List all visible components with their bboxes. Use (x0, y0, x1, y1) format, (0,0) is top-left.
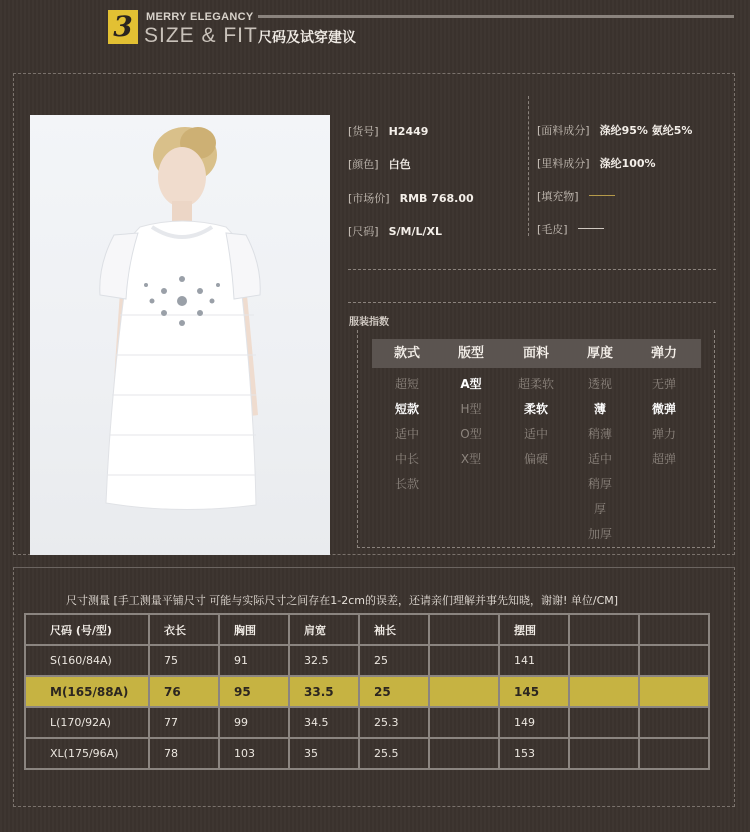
fit-option: 柔软 (523, 402, 548, 416)
product-photo (30, 115, 330, 555)
model-image (30, 115, 330, 555)
section-number-badge: 3 (108, 10, 138, 44)
size-cell: XL(175/96A) (25, 738, 149, 769)
fit-option: O型 (460, 427, 482, 441)
size-table-row (25, 676, 709, 707)
fit-option: 适中 (394, 427, 419, 441)
info-separator (348, 269, 716, 270)
fit-option: X型 (460, 452, 482, 466)
fit-header-style: 款式 (393, 346, 420, 361)
measure-cell: 25.3 (359, 707, 429, 738)
measure-cell: 33.5 (289, 676, 359, 707)
info-sku: [货号] H2449 (348, 125, 429, 138)
measure-cell: 袖长 (359, 614, 429, 645)
measure-cell: 78 (149, 738, 219, 769)
size-table-row (25, 738, 709, 769)
measure-cell: 34.5 (289, 707, 359, 738)
fit-header-fabric: 面料 (522, 346, 549, 361)
fit-option: A型 (460, 377, 482, 391)
measure-cell (639, 676, 709, 707)
measure-cell: 25 (359, 676, 429, 707)
measure-cell: 25 (359, 645, 429, 676)
fit-option: 微弹 (651, 402, 676, 416)
measure-cell: 肩宽 (289, 614, 359, 645)
fit-option: 弹力 (651, 427, 676, 441)
measure-cell (569, 676, 639, 707)
fit-index-header (372, 339, 701, 368)
empty-value-line (578, 228, 604, 229)
measure-cell: 95 (219, 676, 289, 707)
fit-option: 无弹 (651, 377, 676, 391)
measure-cell (639, 614, 709, 645)
measure-cell: 衣长 (149, 614, 219, 645)
measure-cell: 胸围 (219, 614, 289, 645)
fit-option: 薄 (593, 402, 606, 416)
measure-cell: 77 (149, 707, 219, 738)
fit-option: 加厚 (587, 527, 612, 541)
measure-cell (639, 645, 709, 676)
info-price: [市场价] RMB 768.00 (348, 192, 474, 205)
measure-cell (429, 614, 499, 645)
fit-header-stretch: 弹力 (650, 346, 677, 361)
info-fur: [毛皮] (537, 218, 604, 237)
fit-option: 厚 (593, 502, 606, 516)
fit-option: 超弹 (651, 452, 676, 466)
measure-cell: 91 (219, 645, 289, 676)
fit-header-cut: 版型 (457, 346, 484, 361)
measure-cell: 75 (149, 645, 219, 676)
size-table (24, 613, 710, 770)
fit-option: 透视 (587, 377, 612, 391)
info-divider (528, 96, 529, 236)
measure-cell (429, 676, 499, 707)
fit-option: 偏硬 (523, 452, 548, 466)
info-lining: [里料成分] 涤纶100% (537, 157, 656, 170)
measure-cell: 摆围 (499, 614, 569, 645)
fit-option: 适中 (587, 452, 612, 466)
size-cell: 尺码 (号/型) (25, 614, 149, 645)
fit-option: 短款 (394, 402, 419, 416)
info-filling: [填充物] (537, 185, 615, 204)
fit-option: 稍厚 (587, 477, 612, 491)
measure-cell (569, 707, 639, 738)
section-title-en: SIZE & FIT (144, 24, 258, 47)
section-header (0, 0, 750, 70)
size-cell: L(170/92A) (25, 707, 149, 738)
size-cell: M(165/88A) (25, 676, 149, 707)
info-sizes: [尺码] S/M/L/XL (348, 225, 443, 238)
measure-cell (639, 707, 709, 738)
measure-cell: 141 (499, 645, 569, 676)
fit-option: 中长 (394, 452, 419, 466)
fit-option: H型 (460, 402, 482, 416)
fit-option: 适中 (523, 427, 548, 441)
size-table-header (25, 614, 709, 645)
measure-cell (429, 738, 499, 769)
brand-line: MERRY ELEGANCY (146, 11, 254, 23)
info-color: [颜色] 白色 (348, 158, 411, 171)
measurement-note: 尺寸测量 [手工测量平铺尺寸 可能与实际尺寸之间存在1-2cm的误差，还请亲们理解并事先知晓，谢谢! 单位/CM] (66, 594, 619, 607)
measure-cell (429, 645, 499, 676)
measure-cell (569, 738, 639, 769)
section-title-cn: 尺码及试穿建议 (258, 30, 356, 46)
size-cell: S(160/84A) (25, 645, 149, 676)
fit-header-thickness: 厚度 (586, 346, 613, 361)
size-table-row (25, 645, 709, 676)
measure-cell (569, 614, 639, 645)
measure-cell: 99 (219, 707, 289, 738)
measure-cell: 145 (499, 676, 569, 707)
fit-option: 超柔软 (517, 377, 554, 391)
fit-index-title: 服装指数 (349, 317, 389, 328)
fit-option: 长款 (394, 477, 419, 491)
fit-option: 稍薄 (587, 427, 612, 441)
info-separator-2 (348, 302, 716, 303)
fit-option: 超短 (394, 377, 419, 391)
measure-cell: 32.5 (289, 645, 359, 676)
measure-cell (639, 738, 709, 769)
measure-cell (569, 645, 639, 676)
measure-cell: 35 (289, 738, 359, 769)
info-fabric: [面料成分] 涤纶95% 氨纶5% (537, 124, 693, 137)
measure-cell: 149 (499, 707, 569, 738)
measure-cell: 103 (219, 738, 289, 769)
measure-cell: 76 (149, 676, 219, 707)
empty-value-line (589, 195, 615, 196)
size-table-row (25, 707, 709, 738)
measure-cell: 153 (499, 738, 569, 769)
measure-cell: 25.5 (359, 738, 429, 769)
header-rule (258, 15, 734, 18)
measure-cell (429, 707, 499, 738)
